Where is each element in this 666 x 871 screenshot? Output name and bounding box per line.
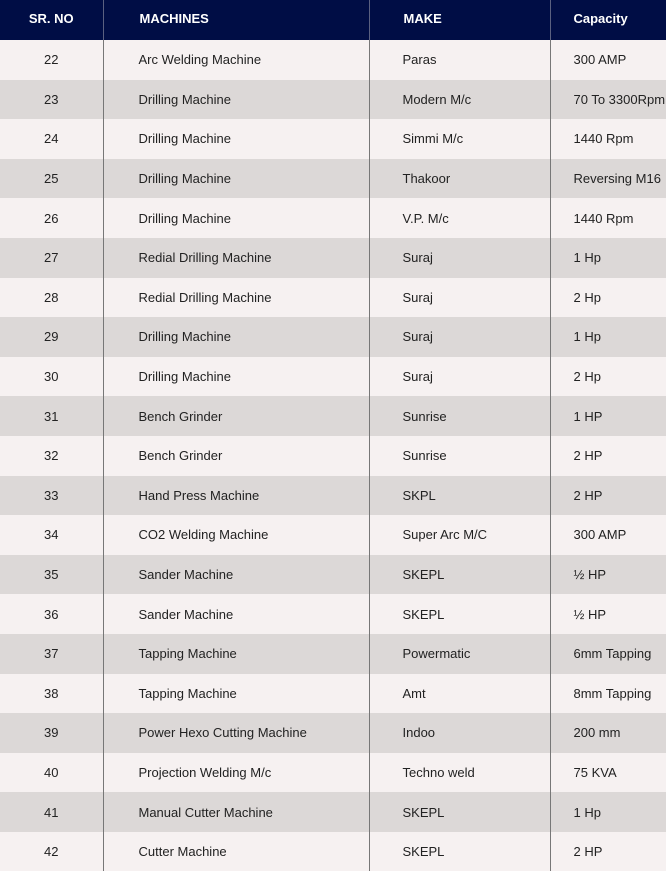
table-row bbox=[0, 159, 666, 199]
cell-machine: Arc Welding Machine bbox=[103, 40, 369, 80]
cell-capacity: 1 Hp bbox=[550, 238, 666, 278]
cell-make: Super Arc M/C bbox=[369, 515, 550, 555]
cell-machine: Power Hexo Cutting Machine bbox=[103, 713, 369, 753]
cell-make: Suraj bbox=[369, 238, 550, 278]
table-row bbox=[0, 119, 666, 159]
cell-capacity: 1 Hp bbox=[550, 792, 666, 832]
cell-make: V.P. M/c bbox=[369, 198, 550, 238]
header-make: MAKE bbox=[369, 0, 550, 40]
cell-machine: Tapping Machine bbox=[103, 674, 369, 714]
cell-sr-no: 38 bbox=[44, 685, 59, 701]
cell-machine: Bench Grinder bbox=[103, 396, 369, 436]
cell-machine: Drilling Machine bbox=[103, 198, 369, 238]
cell-sr-no: 32 bbox=[44, 448, 59, 464]
cell-sr-no: 42 bbox=[44, 844, 59, 860]
table-row bbox=[0, 278, 666, 318]
cell-sr-no: 22 bbox=[44, 52, 59, 68]
cell-machine: Drilling Machine bbox=[103, 119, 369, 159]
cell-make: Techno weld bbox=[369, 753, 550, 793]
cell-capacity: 8mm Tapping bbox=[550, 674, 666, 714]
cell-capacity: 300 AMP bbox=[550, 515, 666, 555]
cell-sr-no: 26 bbox=[44, 210, 59, 226]
cell-capacity: 2 Hp bbox=[550, 278, 666, 318]
table-row bbox=[0, 792, 666, 832]
table-row bbox=[0, 80, 666, 120]
cell-sr-no: 24 bbox=[44, 131, 59, 147]
cell-capacity: 2 HP bbox=[550, 436, 666, 476]
table-row bbox=[0, 634, 666, 674]
cell-machine: CO2 Welding Machine bbox=[103, 515, 369, 555]
cell-machine: Manual Cutter Machine bbox=[103, 792, 369, 832]
table-row bbox=[0, 436, 666, 476]
cell-make: Powermatic bbox=[369, 634, 550, 674]
cell-machine: Sander Machine bbox=[103, 555, 369, 595]
cell-sr-no: 33 bbox=[44, 487, 59, 503]
table-row bbox=[0, 674, 666, 714]
cell-sr-no: 39 bbox=[44, 725, 59, 741]
cell-make: Paras bbox=[369, 40, 550, 80]
table-row bbox=[0, 476, 666, 516]
table-row bbox=[0, 198, 666, 238]
cell-machine: Drilling Machine bbox=[103, 80, 369, 120]
cell-capacity: 1 HP bbox=[550, 396, 666, 436]
cell-sr-no: 36 bbox=[44, 606, 59, 622]
cell-make: SKEPL bbox=[369, 792, 550, 832]
cell-capacity: 75 KVA bbox=[550, 753, 666, 793]
cell-machine: Projection Welding M/c bbox=[103, 753, 369, 793]
cell-sr-no: 28 bbox=[44, 289, 59, 305]
cell-capacity: 1 Hp bbox=[550, 317, 666, 357]
cell-make: Thakoor bbox=[369, 159, 550, 199]
cell-make: Indoo bbox=[369, 713, 550, 753]
table-row bbox=[0, 555, 666, 595]
cell-machine: Redial Drilling Machine bbox=[103, 278, 369, 318]
cell-sr-no: 35 bbox=[44, 567, 59, 583]
cell-make: Suraj bbox=[369, 357, 550, 397]
cell-make: SKEPL bbox=[369, 832, 550, 871]
cell-make: Suraj bbox=[369, 278, 550, 318]
cell-capacity: 2 HP bbox=[550, 832, 666, 871]
cell-capacity: 200 mm bbox=[550, 713, 666, 753]
table-row bbox=[0, 238, 666, 278]
cell-make: Suraj bbox=[369, 317, 550, 357]
table-row bbox=[0, 515, 666, 555]
cell-capacity: Reversing M16 bbox=[550, 159, 666, 199]
cell-sr-no: 34 bbox=[44, 527, 59, 543]
table-row bbox=[0, 40, 666, 80]
table-header bbox=[0, 0, 666, 40]
cell-make: SKEPL bbox=[369, 594, 550, 634]
cell-sr-no: 41 bbox=[44, 804, 59, 820]
cell-machine: Tapping Machine bbox=[103, 634, 369, 674]
header-capacity: Capacity bbox=[550, 0, 666, 40]
cell-sr-no: 29 bbox=[44, 329, 59, 345]
cell-sr-no: 30 bbox=[44, 369, 59, 385]
cell-machine: Cutter Machine bbox=[103, 832, 369, 871]
cell-capacity: 300 AMP bbox=[550, 40, 666, 80]
cell-capacity: 70 To 3300Rpm bbox=[550, 80, 666, 120]
cell-machine: Drilling Machine bbox=[103, 317, 369, 357]
cell-sr-no: 37 bbox=[44, 646, 59, 662]
cell-machine: Sander Machine bbox=[103, 594, 369, 634]
cell-machine: Drilling Machine bbox=[103, 159, 369, 199]
table-row bbox=[0, 594, 666, 634]
cell-make: SKPL bbox=[369, 476, 550, 516]
cell-make: Simmi M/c bbox=[369, 119, 550, 159]
cell-capacity: 2 Hp bbox=[550, 357, 666, 397]
cell-machine: Redial Drilling Machine bbox=[103, 238, 369, 278]
table-row bbox=[0, 357, 666, 397]
table-row bbox=[0, 396, 666, 436]
cell-capacity: 6mm Tapping bbox=[550, 634, 666, 674]
cell-capacity: ½ HP bbox=[550, 594, 666, 634]
table-row bbox=[0, 713, 666, 753]
table-row bbox=[0, 753, 666, 793]
cell-make: Modern M/c bbox=[369, 80, 550, 120]
cell-make: Sunrise bbox=[369, 436, 550, 476]
table-row bbox=[0, 832, 666, 871]
cell-machine: Drilling Machine bbox=[103, 357, 369, 397]
header-sr-no: SR. NO bbox=[0, 0, 103, 40]
cell-make: SKEPL bbox=[369, 555, 550, 595]
cell-sr-no: 27 bbox=[44, 250, 59, 266]
cell-machine: Hand Press Machine bbox=[103, 476, 369, 516]
cell-capacity: 1440 Rpm bbox=[550, 119, 666, 159]
cell-make: Sunrise bbox=[369, 396, 550, 436]
cell-capacity: ½ HP bbox=[550, 555, 666, 595]
cell-sr-no: 23 bbox=[44, 91, 59, 107]
cell-machine: Bench Grinder bbox=[103, 436, 369, 476]
cell-capacity: 1440 Rpm bbox=[550, 198, 666, 238]
table-row bbox=[0, 317, 666, 357]
cell-sr-no: 25 bbox=[44, 171, 59, 187]
cell-sr-no: 40 bbox=[44, 764, 59, 780]
cell-sr-no: 31 bbox=[44, 408, 59, 424]
header-machines: MACHINES bbox=[103, 0, 369, 40]
table-body bbox=[0, 40, 666, 871]
cell-make: Amt bbox=[369, 674, 550, 714]
cell-capacity: 2 HP bbox=[550, 476, 666, 516]
